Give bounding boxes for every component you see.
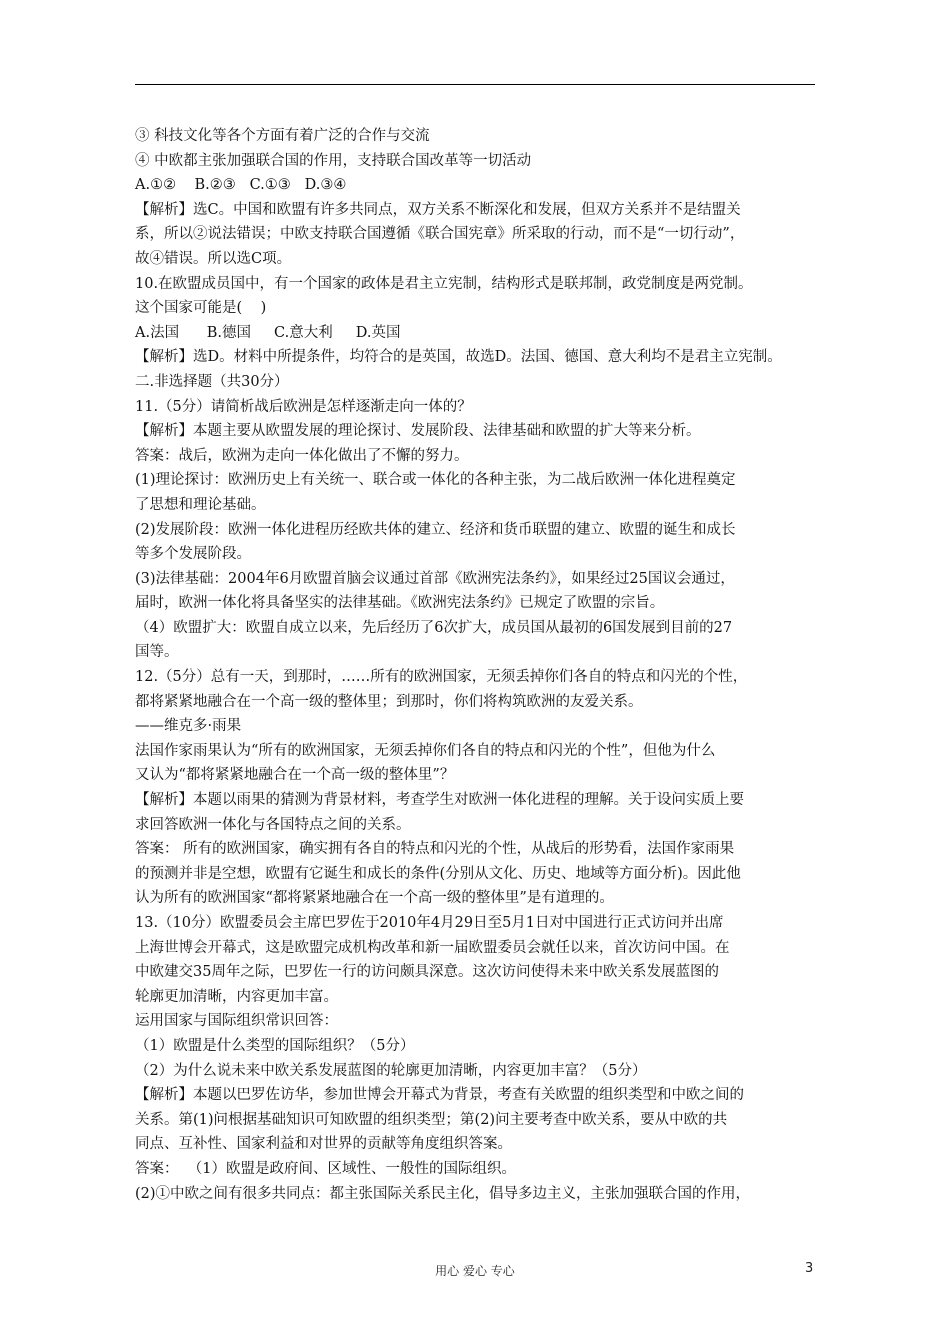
text-line: 12.（5分）总有一天，到那时，……所有的欧洲国家，无须丢掉你们各自的特点和闪光的个性，	[135, 669, 748, 686]
text-line: 届时，欧洲一体化将具备坚实的法律基础。《欧洲宪法条约》已规定了欧盟的宗旨。	[135, 595, 665, 612]
text-line: 了思想和理论基础。	[135, 496, 266, 513]
text-line: 认为所有的欧洲国家“都将紧紧地融合在一个高一级的整体里”是有道理的。	[135, 890, 614, 907]
text-line: 系，所以②说法错误；中欧支持联合国遵循《联合国宪章》所采取的行动，而不是“一切行动”，	[135, 226, 745, 243]
text-line: 【解析】本题以雨果的猜测为背景材料，考查学生对欧洲一体化进程的理解。关于设问实质上要	[135, 792, 744, 809]
text-line: 二.非选择题（共30分）	[135, 373, 289, 390]
text-line: （2）为什么说未来中欧关系发展蓝图的轮廓更加清晰，内容更加丰富？（5分）	[135, 1062, 647, 1079]
text-line: ④ 中欧都主张加强联合国的作用，支持联合国改革等一切活动	[135, 152, 532, 169]
text-line: 这个国家可能是( )	[135, 300, 267, 317]
text-line: 11.（5分）请简析战后欧洲是怎样逐渐走向一体的？	[135, 398, 472, 415]
header-rule	[135, 84, 815, 85]
text-line: 上海世博会开幕式，这是欧盟完成机构改革和新一届欧盟委员会就任以来，首次访问中国。在	[135, 939, 730, 956]
text-line: 同点、互补性、国家利益和对世界的贡献等角度组织答案。	[135, 1136, 512, 1153]
text-line: ③ 科技文化等各个方面有着广泛的合作与交流	[135, 128, 430, 144]
text-line: (3)法律基础：2004年6月欧盟首脑会议通过首部《欧洲宪法条约》，如果经过25国议会通过，	[135, 570, 735, 587]
text-line: 轮廓更加清晰，内容更加丰富。	[135, 988, 338, 1005]
document-body	[135, 124, 825, 1206]
text-line: （4）欧盟扩大：欧盟自成立以来，先后经历了6次扩大，成员国从最初的6国发展到目前的27	[135, 619, 733, 636]
text-line: 关系。第(1)问根据基础知识可知欧盟的组织类型；第(2)问主要考查中欧关系，要从中欧的共	[135, 1111, 728, 1128]
text-line: 运用国家与国际组织常识回答：	[135, 1013, 338, 1030]
text-line: 都将紧紧地融合在一个高一级的整体里；到那时，你们将构筑欧洲的友爱关系。	[135, 693, 643, 710]
text-line: 故④错误。所以选C项。	[135, 250, 292, 267]
text-line: 10.在欧盟成员国中，有一个国家的政体是君主立宪制，结构形式是联邦制，政党制度是两党制。	[135, 275, 753, 292]
text-line: 【解析】选C。中国和欧盟有许多共同点，双方关系不断深化和发展，但双方关系并不是结盟关	[135, 201, 741, 218]
text-line: 【解析】选D。材料中所提条件，均符合的是英国，故选D。法国、德国、意大利均不是君主立宪制。	[135, 349, 782, 366]
text-line: （1）欧盟是什么类型的国际组织？（5分）	[135, 1037, 415, 1054]
text-line: 法国作家雨果认为“所有的欧洲国家，无须丢掉你们各自的特点和闪光的个性”，但他为什么	[135, 742, 716, 759]
text-line: 中欧建交35周年之际，巴罗佐一行的访问颇具深意。这次访问使得未来中欧关系发展蓝图的	[135, 964, 719, 981]
text-line: 答案： 所有的欧洲国家，确实拥有各自的特点和闪光的个性，从战后的形势看，法国作家雨果	[135, 841, 735, 858]
text-line: A.法国 B.德国 C.意大利 D.英国	[135, 324, 401, 341]
text-line: 等多个发展阶段。	[135, 546, 251, 563]
text-line: A.①② B.②③ C.①③ D.③④	[135, 177, 347, 194]
text-line: 求回答欧洲一体化与各国特点之间的关系。	[135, 816, 411, 833]
text-line: (2)发展阶段：欧洲一体化进程历经欧共体的建立、经济和货币联盟的建立、欧盟的诞生和成长	[135, 521, 736, 538]
text-line: 答案：战后，欧洲为走向一体化做出了不懈的努力。	[135, 447, 469, 464]
text-line: (2)①中欧之间有很多共同点：都主张国际关系民主化，倡导多边主义，主张加强联合国的作用，	[135, 1185, 751, 1202]
text-line: 的预测并非是空想，欧盟有它诞生和成长的条件(分别从文化、历史、地域等方面分析)。因此他	[135, 865, 741, 882]
page-number: 3	[805, 1261, 814, 1276]
text-line: 13.（10分）欧盟委员会主席巴罗佐于2010年4月29日至5月1日对中国进行正式访问并出席	[135, 915, 724, 931]
text-line: 又认为“都将紧紧地融合在一个高一级的整体里”？	[135, 767, 455, 784]
text-line: (1)理论探讨：欧洲历史上有关统一、联合或一体化的各种主张，为二战后欧洲一体化进程奠定	[135, 472, 736, 489]
text-line: 国等。	[135, 644, 179, 661]
text-line: 【解析】本题主要从欧盟发展的理论探讨、发展阶段、法律基础和欧盟的扩大等来分析。	[135, 423, 701, 440]
text-line: ——维克多·雨果	[135, 718, 242, 735]
text-line: 【解析】本题以巴罗佐访华，参加世博会开幕式为背景，考查有关欧盟的组织类型和中欧之间的	[135, 1087, 744, 1104]
footer-slogan: 用心 爱心 专心	[435, 1264, 515, 1278]
text-line: 答案： （1）欧盟是政府间、区域性、一般性的国际组织。	[135, 1160, 516, 1177]
